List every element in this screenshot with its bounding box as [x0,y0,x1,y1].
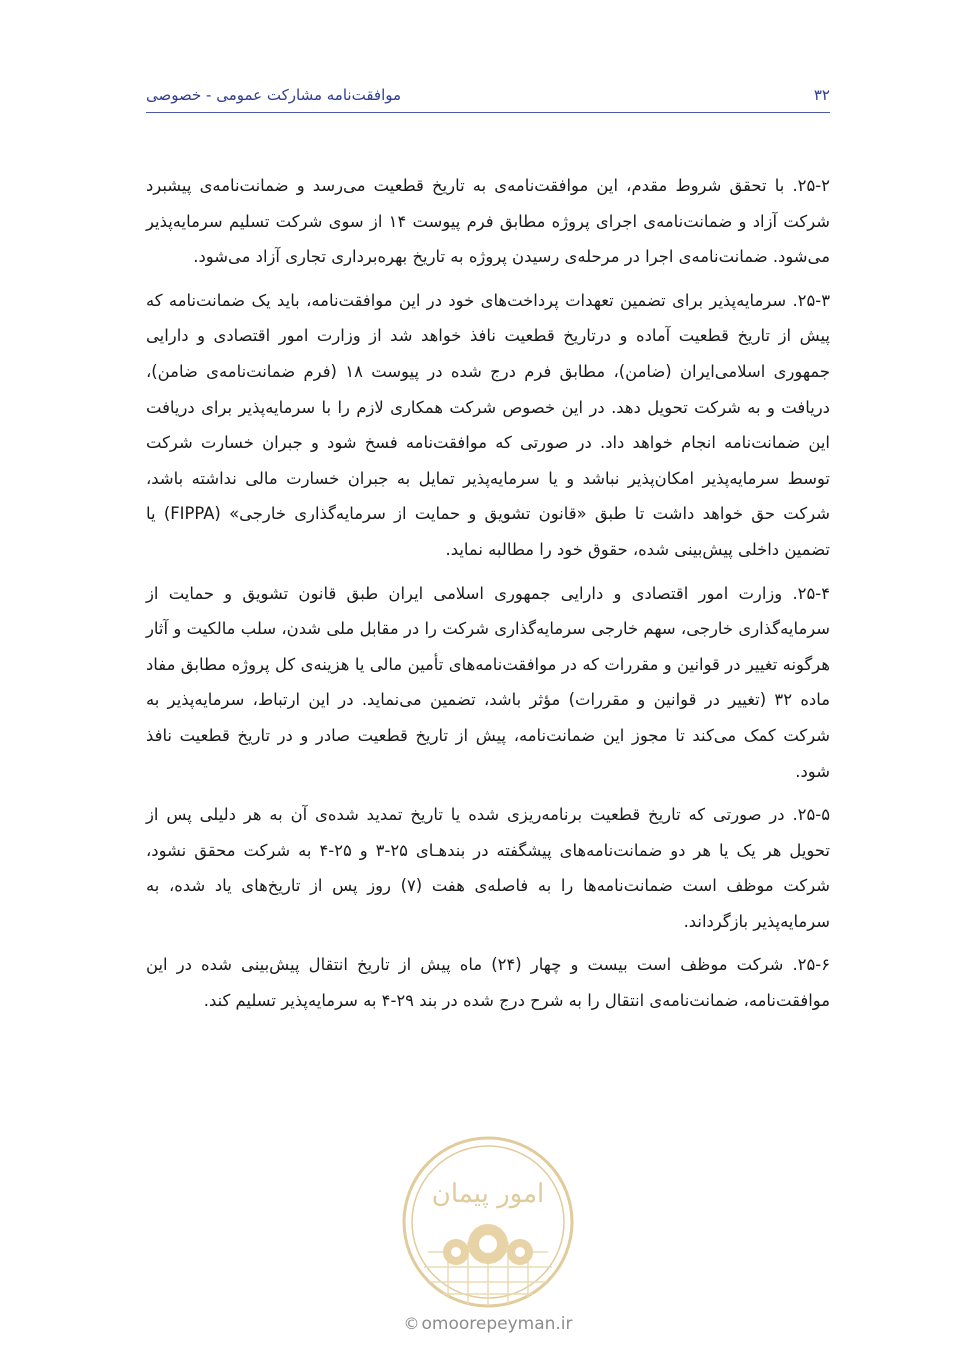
header-title: موافقت‌نامه مشارکت عمومی - خصوصی [146,86,402,104]
clause-text: شرکت موظف است بیست و چهار (۲۴) ماه پیش از تاریخ انتقال پیش‌بینی شده در این موافقت‌نامه، ضمانت‌نامه‌ی انتقال را به شرح درج شده در بند ۲۹-۴ به سرمایه‌پذیر تسلیم کند. [146,955,830,1011]
clause-number: ۲۵-۲. [792,176,830,195]
page-number: ۳۲ [813,86,830,104]
clause-25-4 [146,576,830,790]
clause-text: با تحقق شروط مقدم، این موافقت‌نامه‌ی به تاریخ قطعیت می‌رسد و ضمانت‌نامه‌ی پیشبرد شرکت آزاد و ضمانت‌نامه‌ی اجرای پروژه مطابق فرم پیوست ۱۴ از سوی شرکت تسلیم سرمایه‌پذیر می‌شود. ضمانت‌نامه‌ی اجرا در مرحله‌ی رسیدن پروژه به تاریخ بهره‌برداری تجاری آزاد می‌شود. [146,176,830,267]
document-body [146,168,830,1027]
site-url: omoorepeyman.ir [421,1314,573,1334]
site-watermark [0,1314,976,1334]
clause-text: وزارت امور اقتصادی و دارایی جمهوری اسلامی ایران طبق قانون تشویق و حمایت از سرمایه‌گذاری خارجی، سهم خارجی سرمایه‌گذاری شرکت را در مقابل ملی شدن، سلب مالکیت و آثار هرگونه تغییر در قوانین و مقررات که در موافقت‌نامه‌های تأمین مالی یا هزینه‌ی کل پروژه مطابق مفاد ماده ۳۲ (تغییر در قوانین و مقررات) مؤثر باشد، تضمین می‌نماید. در این ارتباط، سرمایه‌پذیر به شرکت کمک می‌کند تا مجوز این ضمانت‌نامه، پیش از تاریخ قطعیت صادر و در تاریخ قطعیت نافذ شود. [146,583,830,781]
clause-number: ۲۵-۶. [792,955,830,975]
clause-number: ۲۵-۴. [792,583,830,603]
clause-text: در صورتی که تاریخ قطعیت برنامه‌ریزی شده یا تاریخ تمدید شده‌ی آن به هر دلیلی پس از تحویل هر یک یا هر دو ضمانت‌نامه‌های پیشگفته در بندهـای ۲۵-۳ و ۲۵-۴ به شرکت محقق نشود، شرکت موظف است ضمانت‌نامه‌ها را به فاصله‌ی هفت (۷) روز پس از تاریخ‌های یاد شده، به سرمایه‌پذیر بازگرداند. [146,805,830,931]
clause-number: ۲۵-۳. [792,290,830,310]
clause-text: سرمایه‌پذیر برای تضمین تعهدات پرداخت‌های خود در این موافقت‌نامه، باید یک ضمانت‌نامه که پیش از تاریخ قطعیت آماده و درتاریخ قطعیت نافذ خواهد شد از وزارت امور اقتصادی و دارایی جمهوری اسلامی‌ایران (ضامن)، مطابق فرم درج شده در پیوست ۱۸ (فرم ضمانت‌نامه‌ی ضامن)، دریافت و به شرکت تحویل دهد. در این خصوص شرکت همکاری لازم را با سرمایه‌پذیر برای دریافت این ضمانت‌نامه انجام خواهد داد. در صورتی که موافقت‌نامه فسخ شود و جبران خسارت شرکت توسط سرمایه‌پذیر امکان‌پذیر نباشد و یا سرمایه‌پذیر تمایل به جبران خسارت مالی نداشته باشد، شرکت حق خواهد داشت تا طبق «قانون تشویق و حمایت از سرمایه‌گذاری خارجی» (FIPPA) یا تضمین داخلی پیش‌بینی شده، حقوق خود را مطالبه نماید. [146,290,830,559]
clause-25-6 [146,947,830,1018]
watermark-logo [398,1132,578,1312]
copyright-icon: © [403,1314,420,1333]
clause-25-5 [146,797,830,939]
watermark-logo-text: امور پیمان [431,1179,545,1209]
page-header [146,84,830,113]
clause-25-3 [146,283,830,568]
clause-number: ۲۵-۵. [792,805,830,825]
clause-25-2 [146,168,830,275]
